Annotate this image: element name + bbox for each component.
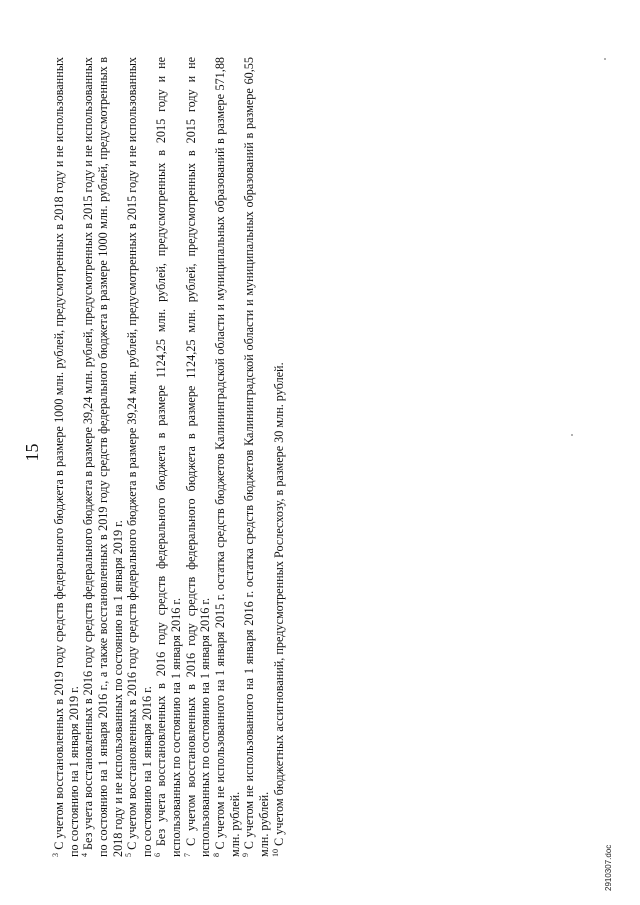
footnote-text: С учетом восстановленных в 2019 году средств федерального бюджета в размере 1000 млн. рублей, предусмотренных в 2018 году и не использованных по состоянию на 1 января 2019 г. (52, 57, 81, 857)
footnote-mark: 3 (51, 853, 60, 857)
footnote (81, 57, 125, 857)
footnote (184, 57, 213, 857)
footnote-mark: 5 (124, 853, 134, 857)
footnote-text: С учетом восстановленных в 2016 году средств федерального бюджета в размере 1124,25 млн. рублей, предусмотренных в 2015 году и не использованных по состоянию на 1 января 2016 г. (183, 57, 213, 857)
footnotes-block (52, 57, 286, 857)
footnote (52, 57, 81, 857)
scan-speck (571, 434, 573, 436)
footnote-text: С учетом восстановленных в 2016 году средств федерального бюджета в размере 39,24 млн. рублей, предусмотренных в 2015 году и не использованных по состоянию на 1 января 2016 г. (125, 56, 154, 857)
footnote-mark: 9 (241, 853, 251, 857)
footnote (125, 57, 154, 857)
footnote-mark: 4 (80, 853, 90, 857)
footnote-text: Без учета восстановленных в 2016 году средств федерального бюджета в размере 39,24 млн. рублей, предусмотренных в 2015 году и не использованных по состоянию на 1 января 2016 г., а также восстановленных в 2019 году средств федерального бюджета в размере 1000 млн. рублей, предусмотренных в 2018 году и не использованных по состоянию на 1 января 2019 г. (81, 57, 125, 857)
footnote (272, 57, 287, 857)
footnote-mark: 8 (212, 853, 222, 857)
scan-speck (604, 58, 606, 60)
footnote (213, 57, 242, 857)
document-filename: 2910307.doc (604, 844, 613, 891)
footnote (242, 57, 271, 857)
footnote-mark: 10 (270, 849, 280, 857)
footnote-mark: 7 (182, 853, 192, 857)
footnote (154, 57, 183, 857)
footnote-text: С учетом не использованного на 1 января 2016 г. остатка средств бюджетов Калининградской области и муниципальных образований в размере 60,55 млн. рублей. (242, 57, 271, 857)
footnote-mark: 6 (153, 853, 163, 857)
footnote-text: С учетом не использованного на 1 января 2015 г. остатка средств бюджетов Калининградской области и муниципальных образований в размере 571,88 млн. рублей. (213, 56, 242, 857)
footnote-text: С учетом бюджетных ассигнований, предусмотренных Рослесхозу, в размере 30 млн. рублей. (271, 362, 286, 846)
footnote-text: Без учета восстановленных в 2016 году средств федерального бюджета в размере 1124,25 млн. рублей, предусмотренных в 2015 году и не использованных по состоянию на 1 января 2016 г. (154, 57, 184, 857)
page-number: 15 (22, 443, 42, 462)
